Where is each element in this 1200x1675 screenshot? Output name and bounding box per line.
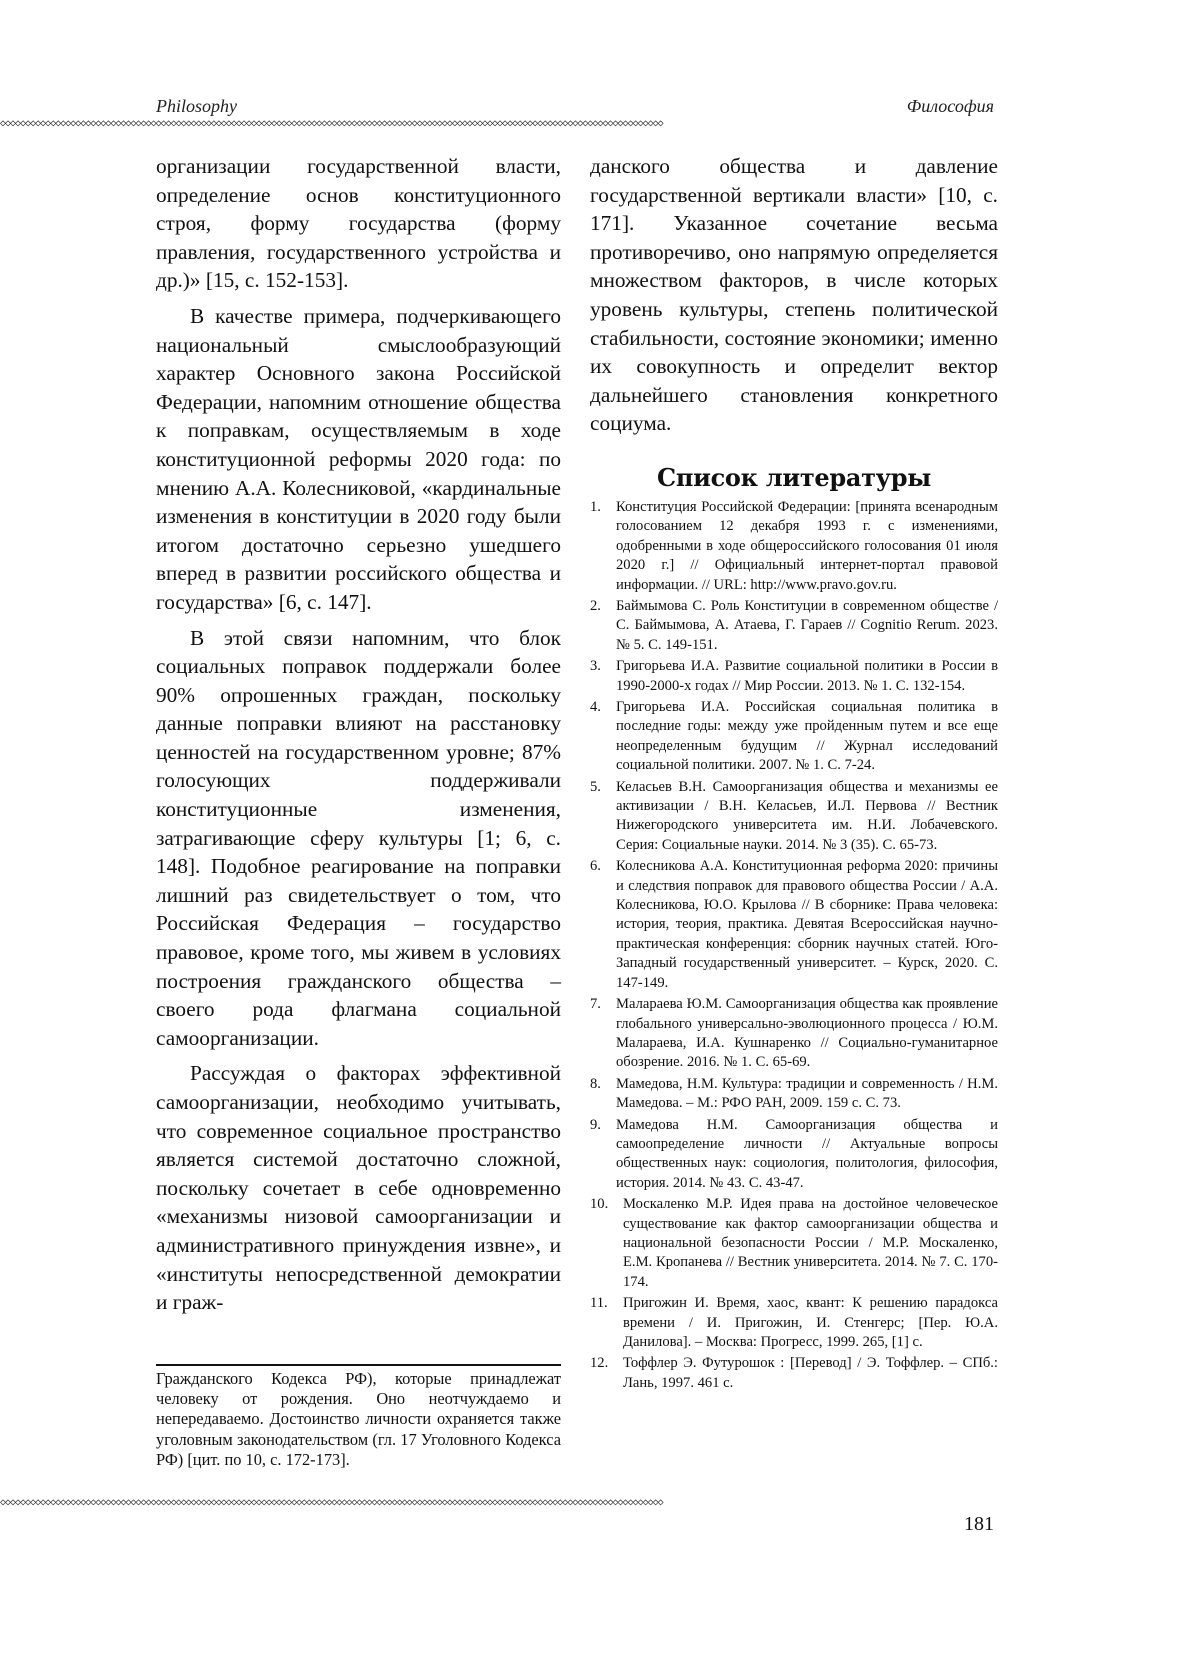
- footnote: [156, 1364, 561, 1470]
- reference-item: 5. Келасьев В.Н. Самоорганизация общества и механизмы ее активизации / В.Н. Келасьев, И.Л. Первова // Вестник Нижегородского университета им. Н.И. Лобачевского. Серия: Социальные науки. 2014. № 3 (35). С. 65-73.: [590, 778, 998, 853]
- right-column: [590, 152, 998, 1395]
- paragraph-4: Рассуждая о факторах эффективной самоорганизации, необходимо учитывать, что современное социальное пространство является системой достаточно сложной, поскольку сочетает в себе одновременно «механизмы низовой самоорганизации и административного принуждения извне», и «институты непосредственной демократии и граж-: [156, 1061, 561, 1315]
- footnote-text: Гражданского Кодекса РФ), которые принадлежат человеку от рождения. Оно неотчуждаемо и непередаваемо. Достоинство личности охраняется также уголовным законодательством (гл. 17 Уголовного Кодекса РФ) [цит. по 10, с. 172-173].: [156, 1369, 561, 1469]
- references-list: [590, 498, 998, 1393]
- paragraph-continued: данского общества и давление государственной вертикали власти» [10, с. 171]. Указанное сочетание весьма противоречиво, оно напрямую определяется множеством факторов, в числе которых уровень культуры, степень политической стабильности, состояние экономики; именно их совокупность и определит вектор дальнейшего становления конкретного социума.: [590, 154, 998, 436]
- header-journal-section-en: Philosophy: [156, 96, 237, 116]
- reference-item: 11. Пригожин И. Время, хаос, квант: К решению парадокса времени / И. Пригожин, И. Стенгерс; [Пер. Ю.А. Данилова]. – Москва: Прогресс, 1999. 265, [1] с.: [590, 1295, 998, 1350]
- reference-item: 7. Маларaева Ю.М. Самоорганизация общества как проявление глобального универсально-эволюционного процесса / Ю.М. Маларaева, И.А. Кушнаренко // Социально-гуманитарное обозрение. 2016. № 1. С. 65-69.: [590, 996, 998, 1071]
- reference-item: 3. Григорьева И.А. Развитие социальной политики в России в 1990-2000-х годах // Мир России. 2013. № 1. С. 132-154.: [590, 658, 998, 694]
- reference-item: 12. Тоффлер Э. Футурошок : [Перевод] / Э. Тоффлер. – СПб.: Лань, 1997. 461 с.: [590, 1355, 998, 1391]
- reference-item: 4. Григорьева И.А. Российская социальная политика в последние годы: между уже пройденным путем и все еще неопределенным будущим // Журнал исследований социальной политики. 2007. № 1. С. 7-24.: [590, 699, 998, 774]
- left-column: [156, 152, 561, 1317]
- reference-item: 6. Колесникова А.А. Конституционная реформа 2020: причины и следствия поправок для правового общества России / А.А. Колесникова, Ю.О. Крылова // В сборнике: Права человека: история, теория, практика. Девятая Всероссийская научно-практическая конференция: сборник научных статей. Юго-Западный государственный университет. – Курск, 2020. С. 147-149.: [590, 858, 998, 991]
- reference-item: 9. Мамедова Н.М. Самоорганизация общества и самоопределение личности // Актуальные вопросы общественных наук: социология, политология, философия, история. 2014. № 43. С. 43-47.: [590, 1116, 998, 1191]
- reference-item: 8. Мамедова, Н.М. Культура: традиции и современность / Н.М. Мамедова. – М.: РФО РАН, 2009. 159 с. С. 73.: [590, 1075, 998, 1112]
- ornament-divider-bottom: ◇◇◇◇◇◇◇◇◇◇◇◇◇◇◇◇◇◇◇◇◇◇◇◇◇◇◇◇◇◇◇◇◇◇◇◇◇◇◇◇◇◇◇◇◇◇◇◇◇◇◇◇◇◇◇◇◇◇◇◇◇◇◇◇◇◇◇◇◇◇◇◇◇◇◇◇◇◇◇◇◇◇◇◇◇◇◇◇◇◇◇◇◇◇◇◇◇◇◇◇◇◇◇◇◇◇◇◇◇◇◇◇◇◇◇◇◇◇◇◇◇◇◇◇◇◇◇◇◇◇◇◇: [0, 1499, 663, 1507]
- reference-item: 1. Конституция Российской Федерации: [принята всенародным голосованием 12 декабря 1993 г. с изменениями, одобренными в ходе общероссийского голосования 01 июля 2020 г.] // Официальный интернет-портал правовой информации. // URL: http://www.pravo.gov.ru.: [590, 498, 998, 593]
- paragraph-3: В этой связи напомним, что блок социальных поправок поддержали более 90% опрошенных граждан, поскольку данные поправки влияют на расстановку ценностей на государственном уровне; 87% голосующих поддерживали конституционные изменения, затрагивающие сферу культуры [1; 6, с. 148]. Подобное реагирование на поправки лишний раз свидетельствует о том, что Российская Федерация – государство правовое, кроме того, мы живем в условиях построения гражданского общества – своего рода флагмана социальной самоорганизации.: [156, 625, 561, 1050]
- paragraph-2: В качестве примера, подчеркивающего национальный смыслообразующий характер Основного закона Российской Федерации, напомним отношение общества к поправкам, осуществляемым в ходе конституционной реформы 2020 года: по мнению А.А. Колесниковой, «кардинальные изменения в конституции в 2020 году были итогом достаточно серьезно ушедшего вперед в развитии российского общества и государства» [6, с. 147].: [156, 303, 561, 614]
- ornament-divider-top: ◇◇◇◇◇◇◇◇◇◇◇◇◇◇◇◇◇◇◇◇◇◇◇◇◇◇◇◇◇◇◇◇◇◇◇◇◇◇◇◇◇◇◇◇◇◇◇◇◇◇◇◇◇◇◇◇◇◇◇◇◇◇◇◇◇◇◇◇◇◇◇◇◇◇◇◇◇◇◇◇◇◇◇◇◇◇◇◇◇◇◇◇◇◇◇◇◇◇◇◇◇◇◇◇◇◇◇◇◇◇◇◇◇◇◇◇◇◇◇◇◇◇◇◇◇◇◇◇◇◇◇◇: [0, 120, 663, 128]
- paragraph-1: организации государственной власти, определение основ конституционного строя, форму государства (форму правления, государственного устройства и др.)» [15, с. 152-153].: [156, 154, 561, 293]
- reference-item: 2. Баймымова С. Роль Конституции в современном обществе / С. Баймымова, А. Атаева, Г. Гараев // Cognitio Rerum. 2023. № 5. С. 149-151.: [590, 597, 998, 653]
- page-number: 181: [964, 1513, 994, 1535]
- header-journal-section-ru: Философия: [906, 96, 994, 116]
- running-header: [156, 96, 994, 122]
- references-heading: Список литературы: [657, 462, 931, 492]
- reference-item: 10. Москаленко М.Р. Идея права на достойное человеческое существование как фактор самоорганизации общества и национальной безопасности России / М.Р. Москаленко, Е.М. Кропанева // Вестник университета. 2014. № 7. С. 170-174.: [590, 1196, 998, 1290]
